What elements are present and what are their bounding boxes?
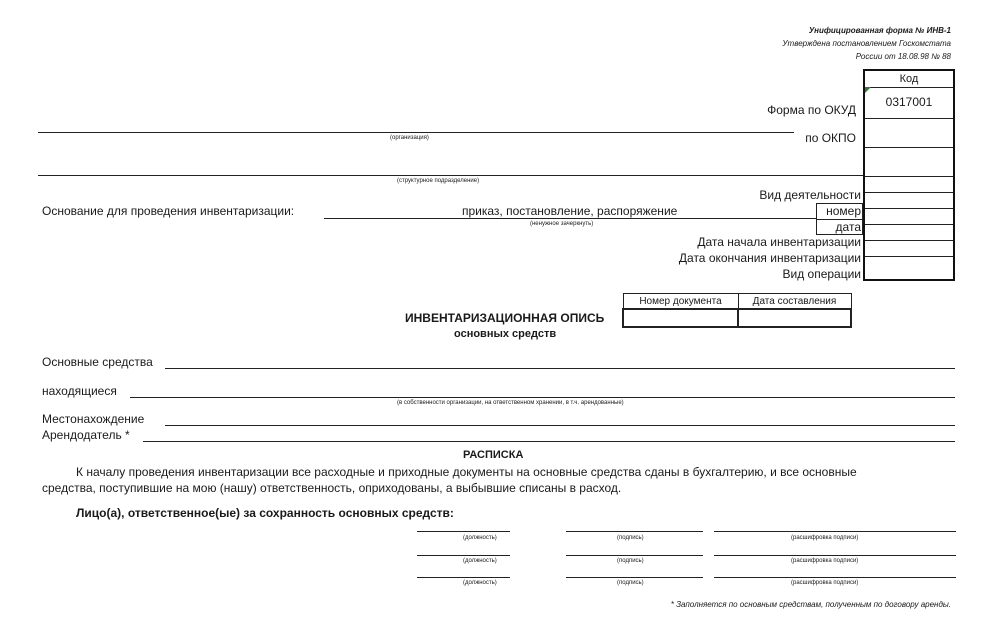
operation-label: Вид операции (782, 267, 861, 281)
inv-end-label: Дата окончания инвентаризации (678, 251, 861, 265)
operation-code-field[interactable] (865, 257, 953, 279)
inv-start-label: Дата начала инвентаризации (697, 235, 861, 249)
signature-hint-3: (подпись) (617, 580, 644, 586)
approval-date-text: России от 18.08.98 № 88 (855, 52, 951, 61)
date-code-field[interactable] (865, 209, 953, 225)
receipt-title: РАСПИСКА (463, 449, 524, 461)
assets-label: Основные средства (42, 355, 153, 369)
okud-code-field[interactable]: 0317001 (865, 87, 953, 119)
decode-hint-3: (расшифровка подписи) (791, 580, 859, 586)
signature-hint-2: (подпись) (617, 558, 644, 564)
number-label: номер (826, 204, 861, 218)
form-number-title: Унифицированная форма № ИНВ-1 (808, 26, 951, 35)
position-line-3[interactable] (417, 577, 510, 578)
located-line[interactable] (130, 397, 955, 398)
doc-date-field[interactable] (738, 309, 851, 327)
decode-line-1[interactable] (714, 531, 956, 532)
signature-line-1[interactable] (566, 531, 703, 532)
signature-line-2[interactable] (566, 555, 703, 556)
okpo-code-field[interactable] (865, 119, 953, 148)
decode-line-3[interactable] (714, 577, 956, 578)
okpo-label: по ОКПО (805, 131, 856, 145)
receipt-text-line1: К началу проведения инвентаризации все расходные и приходные документы на основные средства сданы в бухгалтерию, и все основные (76, 465, 857, 479)
lessor-line[interactable] (143, 441, 955, 442)
page-title: ИНВЕНТАРИЗАЦИОННАЯ ОПИСЬ (405, 311, 605, 325)
basis-line (324, 218, 816, 219)
decode-line-2[interactable] (714, 555, 956, 556)
signature-line-3[interactable] (566, 577, 703, 578)
signature-hint-1: (подпись) (617, 535, 644, 541)
location-line[interactable] (165, 425, 955, 426)
position-hint-3: (должность) (463, 580, 497, 586)
location-label: Местонахождение (42, 412, 145, 426)
code-box (863, 69, 955, 281)
decode-hint-2: (расшифровка подписи) (791, 558, 859, 564)
inv-end-code-field[interactable] (865, 241, 953, 257)
position-hint-2: (должность) (463, 558, 497, 564)
code-header: Код (865, 71, 953, 88)
division-line[interactable] (38, 175, 863, 176)
located-label: находящиеся (42, 384, 117, 398)
basis-label: Основание для проведения инвентаризации: (42, 204, 295, 218)
responsible-label: Лицо(а), ответственное(ые) за сохранность основных средств: (76, 506, 454, 520)
decode-hint-1: (расшифровка подписи) (791, 535, 859, 541)
doc-number-header: Номер документа (623, 294, 738, 310)
doc-number-table (622, 293, 852, 328)
inv-start-code-field[interactable] (865, 225, 953, 241)
doc-number-field[interactable] (623, 309, 738, 327)
doc-date-header: Дата составления (738, 294, 851, 310)
lessor-label: Арендодатель * (42, 428, 130, 442)
assets-line[interactable] (165, 368, 955, 369)
position-line-2[interactable] (417, 555, 510, 556)
date-label: дата (835, 220, 861, 234)
position-line-1[interactable] (417, 531, 510, 532)
okud-label: Форма по ОКУД (767, 103, 856, 117)
position-hint-1: (должность) (463, 535, 497, 541)
receipt-text-line2: средства, поступившие на мою (нашу) ответственность, оприходованы, а выбывшие списаны в расход. (42, 481, 622, 495)
approval-text: Утверждена постановлением Госкомстата (782, 39, 951, 48)
organization-hint: (организация) (390, 135, 429, 141)
basis-hint: (ненужное зачеркнуть) (530, 221, 594, 227)
okpo-code-field-2[interactable] (865, 148, 953, 177)
division-hint: (структурное подразделение) (397, 178, 480, 184)
number-code-field[interactable] (865, 193, 953, 209)
page-subtitle: основных средств (454, 328, 557, 340)
organization-line[interactable] (38, 132, 794, 133)
activity-code-field[interactable] (865, 177, 953, 193)
activity-label: Вид деятельности (759, 188, 861, 202)
basis-value[interactable]: приказ, постановление, распоряжение (462, 204, 678, 218)
footnote: * Заполняется по основным средствам, полученным по договору аренды. (670, 600, 951, 609)
located-hint: (в собственности организации, на ответственном хранении, в т.ч. арендованные) (397, 400, 624, 406)
